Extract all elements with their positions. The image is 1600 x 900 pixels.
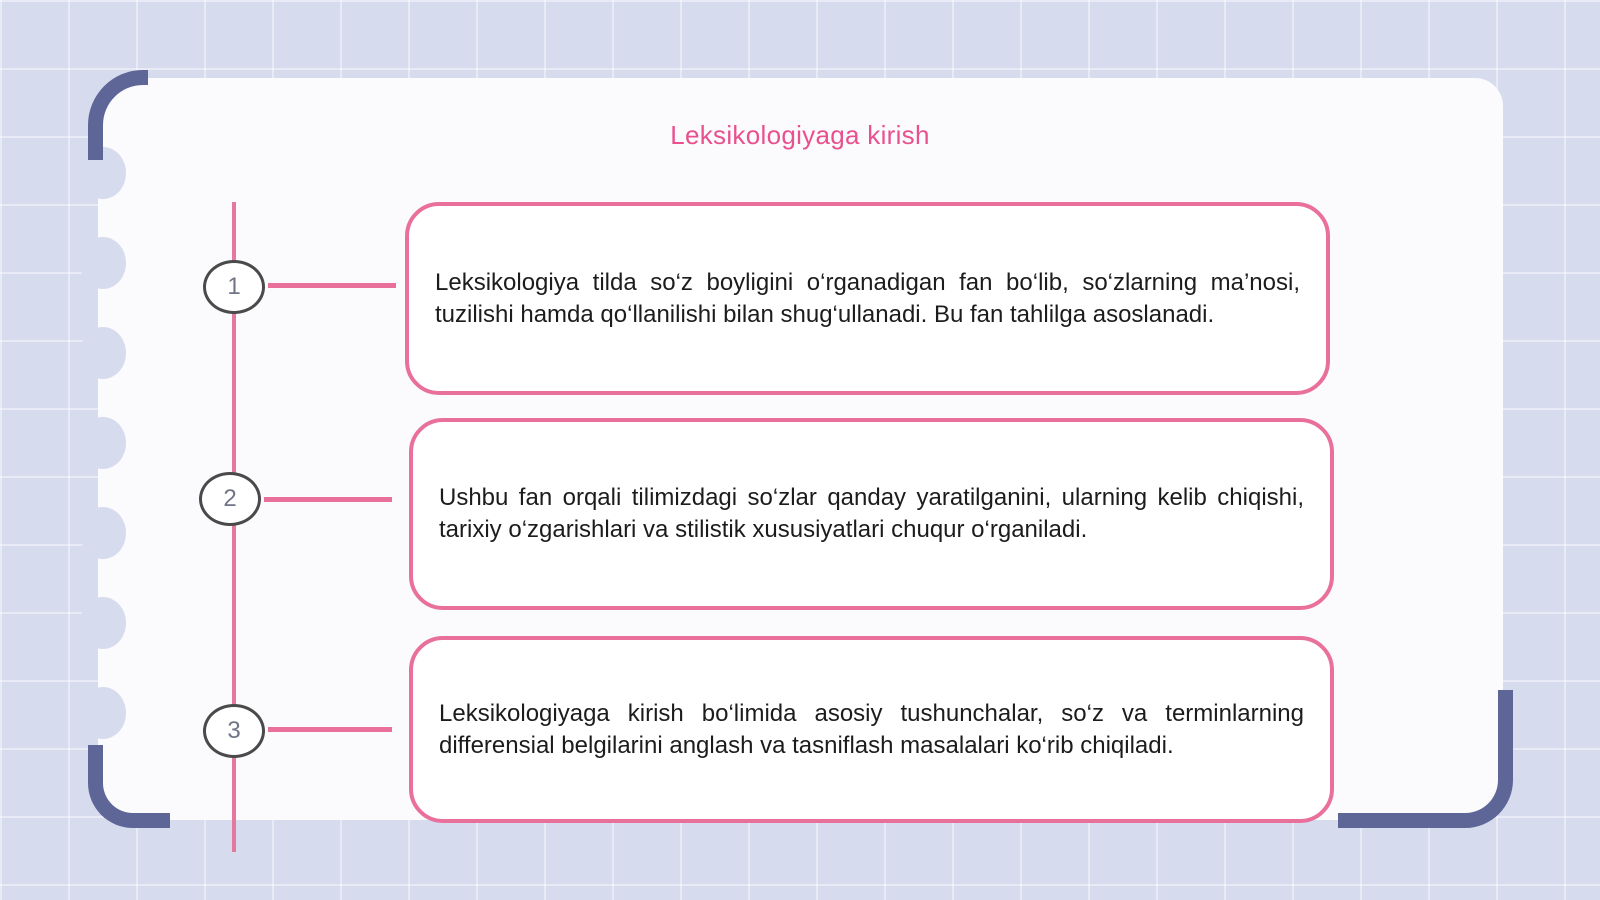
timeline-card-1	[405, 202, 1330, 395]
timeline-connector	[264, 497, 392, 502]
step-number-3: 3	[203, 704, 265, 758]
paper-edge-notch	[80, 327, 126, 379]
paper-edge-notch	[80, 417, 126, 469]
step-number-2: 2	[199, 472, 261, 526]
corner-bracket-bottom-right	[1338, 690, 1513, 828]
timeline-card-3	[409, 636, 1334, 823]
timeline-connector	[268, 727, 392, 732]
step-number-1: 1	[203, 260, 265, 314]
corner-bracket-bottom-left	[88, 745, 170, 828]
timeline-card-text: Leksikologiyaga kirish bo‘limida asosiy tushunchalar, so‘z va terminlarning differensial belgilarini anglash va tasniflash masalalari ko‘rib chiqiladi.	[439, 699, 1304, 759]
paper-edge-notch	[80, 597, 126, 649]
paper-edge-notch	[80, 507, 126, 559]
timeline-card-text: Ushbu fan orqali tilimizdagi so‘zlar qanday yaratilganini, ularning kelib chiqishi, tarixiy o‘zgarishlari va stilistik xususiyatlari chuqur o‘rganiladi.	[439, 484, 1304, 543]
timeline-card-2	[409, 418, 1334, 610]
timeline-connector	[268, 283, 396, 288]
paper-edge-notch	[80, 237, 126, 289]
slide-title: Leksikologiyaga kirish	[670, 120, 930, 150]
paper-edge-notch	[80, 687, 126, 739]
timeline-card-text: Leksikologiya tilda so‘z boyligini o‘rganadigan fan bo‘lib, so‘zlarning ma’nosi, tuzilishi hamda qo‘llanilishi bilan shug‘ullanadi. Bu fan tahlilga asoslanadi.	[435, 268, 1300, 328]
